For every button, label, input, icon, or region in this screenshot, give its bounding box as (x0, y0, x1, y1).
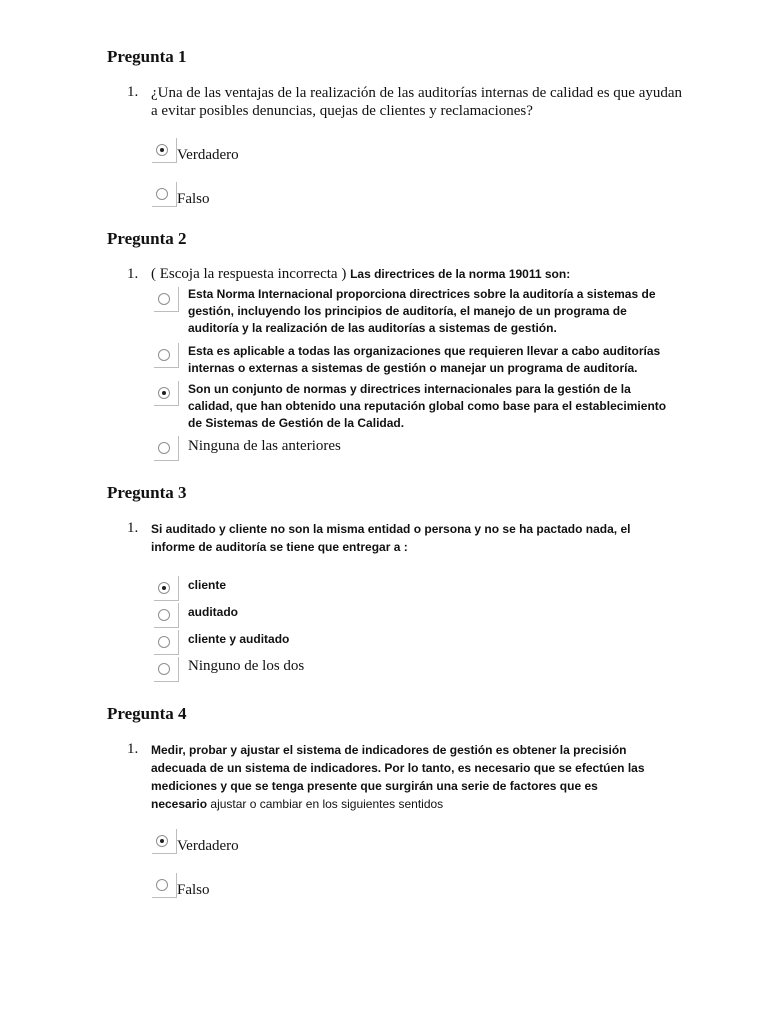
question-1-number: 1. (127, 84, 139, 100)
radio-selected-icon (156, 835, 168, 847)
q2-option-1-radio[interactable] (154, 287, 179, 312)
q3-option-cliente-y-auditado-label[interactable]: cliente y auditado (188, 632, 290, 646)
question-3-number: 1. (127, 520, 139, 536)
q4-option-falso-radio[interactable] (152, 873, 177, 898)
q4-option-verdadero-radio[interactable] (152, 829, 177, 854)
radio-unselected-icon (158, 663, 170, 675)
q3-option-auditado-label[interactable]: auditado (188, 605, 238, 619)
q1-option-verdadero-radio[interactable] (152, 138, 177, 163)
radio-unselected-icon (158, 442, 170, 454)
q2-option-2-text: Esta es aplicable a todas las organizaciones que requieren llevar a cabo auditorías internas o externas a sistemas de gestión o manejar un programa de auditoría. (188, 344, 661, 375)
q3-option-auditado-radio[interactable] (154, 603, 179, 628)
question-2-text-prefix: ( Escoja la respuesta incorrecta ) (151, 266, 347, 282)
question-2-text (151, 266, 570, 283)
q3-option-cliente-label[interactable]: cliente (188, 578, 227, 592)
q1-option-falso-label[interactable]: Falso (177, 191, 210, 207)
q2-option-1-label[interactable] (188, 286, 668, 337)
question-1-heading: Pregunta 1 (107, 47, 187, 66)
q4-option-falso-label[interactable]: Falso (177, 882, 210, 898)
question-4-text (151, 741, 651, 813)
radio-unselected-icon (158, 349, 170, 361)
question-4-heading: Pregunta 4 (107, 704, 187, 723)
radio-unselected-icon (156, 879, 168, 891)
question-3-text: Si auditado y cliente no son la misma entidad o persona y no se ha pactado nada, el informe de auditoría se tiene que entregar a : (151, 522, 631, 554)
q2-option-2-radio[interactable] (154, 343, 179, 368)
q2-option-3-radio[interactable] (154, 381, 179, 406)
question-2-text-bold: Las directrices de la norma 19011 son: (350, 267, 571, 281)
q2-option-4-radio[interactable] (154, 436, 179, 461)
question-2-heading: Pregunta 2 (107, 229, 187, 248)
question-4-text-normal: ajustar o cambiar en los siguientes sentidos (210, 797, 444, 811)
question-1-text: ¿Una de las ventajas de la realización de las auditorías internas de calidad es que ayudan a evitar posibles denuncias, quejas de clientes y reclamaciones? (151, 85, 683, 119)
radio-unselected-icon (158, 636, 170, 648)
q2-option-3-text: Son un conjunto de normas y directrices internacionales para la gestión de la calidad, que han obtenido una reputación global como base para el establecimiento de Sistemas de Gestión de la Calidad. (188, 382, 667, 430)
question-3-heading: Pregunta 3 (107, 483, 187, 502)
q2-option-1-text: Esta Norma Internacional proporciona directrices sobre la auditoría a sistemas de gestión, incluyendo los principios de auditoría, el manejo de un programa de auditoría y la realización de las auditorías a sistemas de gestión. (188, 287, 656, 335)
q2-option-3-label[interactable] (188, 381, 668, 432)
radio-unselected-icon (156, 188, 168, 200)
radio-selected-icon (158, 582, 170, 594)
q3-option-ninguno-radio[interactable] (154, 657, 179, 682)
q1-option-verdadero-label[interactable]: Verdadero (177, 147, 239, 163)
question-2-number: 1. (127, 266, 139, 282)
question-4-text-bold: Medir, probar y ajustar el sistema de indicadores de gestión es obtener la precisión adecuada de un sistema de indicadores. Por lo tanto, es necesario que se efectúen las mediciones y que se tenga presente que surgirán una serie de factores que es necesario (151, 743, 645, 811)
radio-unselected-icon (158, 293, 170, 305)
q1-option-falso-radio[interactable] (152, 182, 177, 207)
radio-selected-icon (156, 144, 168, 156)
q3-option-cliente-y-auditado-radio[interactable] (154, 630, 179, 655)
q4-option-verdadero-label[interactable]: Verdadero (177, 838, 239, 854)
radio-unselected-icon (158, 609, 170, 621)
q3-option-ninguno-label[interactable]: Ninguno de los dos (188, 658, 305, 674)
q3-option-cliente-radio[interactable] (154, 576, 179, 601)
question-4-number: 1. (127, 741, 139, 757)
q2-option-2-label[interactable] (188, 343, 668, 377)
q2-option-4-label[interactable]: Ninguna de las anteriores (188, 438, 341, 454)
radio-selected-icon (158, 387, 170, 399)
